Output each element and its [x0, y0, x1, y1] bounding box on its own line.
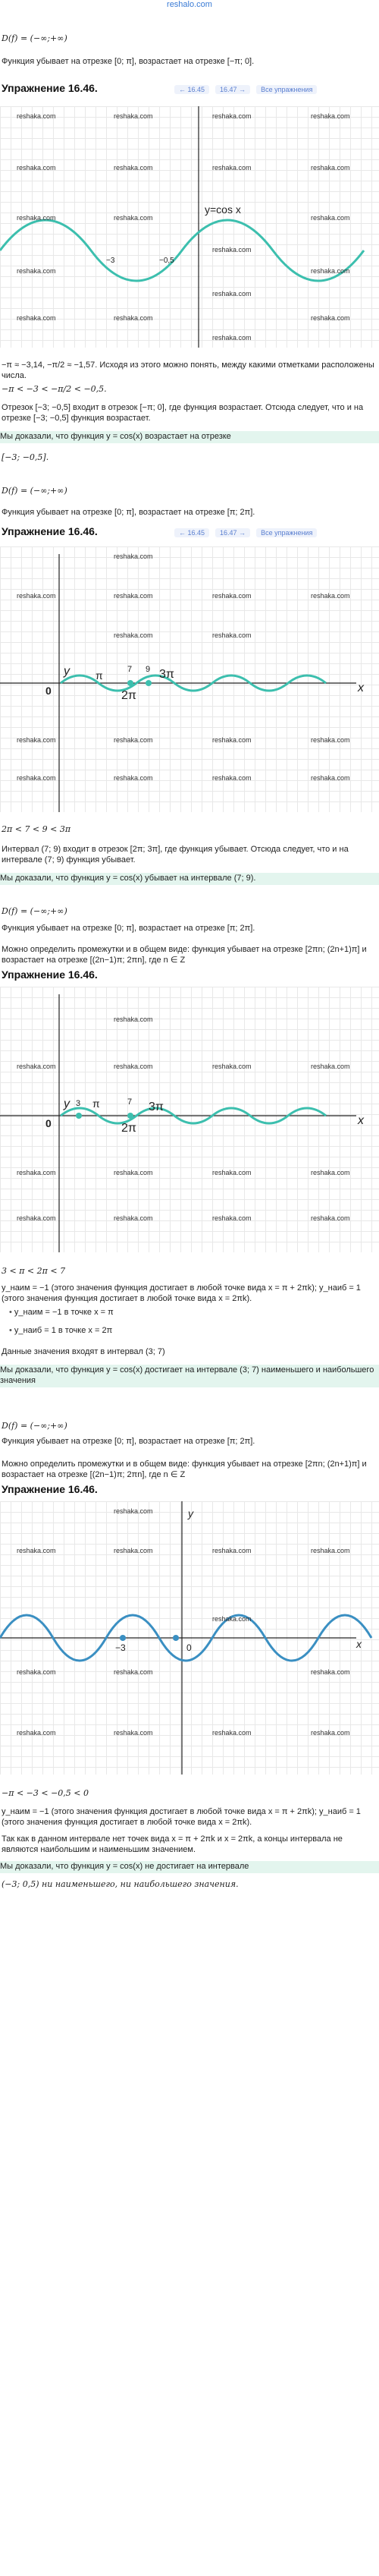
domain-text: D(f) = (−∞;+∞): [2, 906, 67, 916]
conclusion: Мы доказали, что функция y = cos(x) не достигает на интервале: [0, 1861, 379, 1873]
watermark: reshaka.com: [212, 1063, 252, 1070]
exercise-nav: [174, 85, 323, 97]
all-exercises-link[interactable]: Все упражнения: [256, 85, 317, 94]
monotonicity-text: Функция убывает на отрезке [0; π], возрастает на отрезке [−π; 0].: [2, 57, 255, 66]
tick-2pi: 2π: [121, 689, 136, 702]
all-exercises-link[interactable]: Все упражнения: [256, 528, 317, 537]
watermark: reshaka.com: [17, 112, 56, 120]
domain-text: D(f) = (−∞;+∞): [2, 486, 67, 496]
next-exercise-link[interactable]: 16.47 →: [215, 85, 250, 94]
watermark: reshaka.com: [212, 1729, 252, 1737]
watermark: reshaka.com: [114, 1729, 153, 1737]
approx-text: −π ≈ −3,14, −π/2 ≈ −1,57. Исходя из этого можно понять, между какими отметками расположены числа.: [2, 361, 374, 380]
watermark: reshaka.com: [114, 1016, 153, 1023]
watermark: reshaka.com: [114, 1668, 153, 1676]
inequality: −π < −3 < −0,5 < 0: [2, 1788, 89, 1798]
watermark: reshaka.com: [114, 774, 153, 782]
watermark: reshaka.com: [114, 214, 153, 222]
explanation: Так как в данном интервале нет точек вида x = π + 2πk и x = 2πk, а концы интервала не являются наибольшим и наименьшим значением.: [2, 1834, 343, 1854]
watermark: reshaka.com: [311, 592, 350, 600]
watermark: reshaka.com: [17, 1729, 56, 1737]
watermark: reshaka.com: [17, 1547, 56, 1554]
watermark: reshaka.com: [17, 1169, 56, 1176]
conclusion: Мы доказали, что функция y = cos(x) убывает на интервале (7; 9).: [0, 873, 379, 885]
graph-cos-4: [0, 1501, 379, 1775]
inequality: −π < −3 < −π/2 < −0,5.: [2, 384, 107, 394]
tick-pi: π: [92, 1097, 100, 1110]
tick-9: 9: [146, 665, 151, 674]
axis-x: x: [356, 1638, 362, 1650]
tick-neg3: −3: [106, 257, 115, 265]
watermark: reshaka.com: [311, 267, 350, 275]
tick-3pi: 3π: [149, 1101, 164, 1113]
graph-cos-3: [0, 987, 379, 1252]
watermark: reshaka.com: [311, 112, 350, 120]
watermark: reshaka.com: [17, 314, 56, 322]
watermark: reshaka.com: [114, 736, 153, 744]
monotonicity-text: Функция убывает на отрезке [0; π], возрастает на отрезке [π; 2π].: [2, 924, 255, 933]
watermark: reshaka.com: [212, 1547, 252, 1554]
watermark: reshaka.com: [212, 290, 252, 298]
general-intervals: Можно определить промежутки и в общем виде: функция убывает на отрезке [2πn; (2n+1)π] и возрастает на отрезке [(2n−1)π; 2πn], где n ∈ Z: [2, 1460, 367, 1479]
exercise-title: Упражнение 16.46.: [2, 525, 98, 537]
general-intervals: Можно определить промежутки и в общем виде: функция убывает на отрезке [2πn; (2n+1)π] и возрастает на отрезке [(2n−1)π; 2πn], где n ∈ Z: [2, 945, 367, 965]
origin: 0: [45, 685, 52, 697]
watermark: reshaka.com: [212, 246, 252, 254]
inequality: 3 < π < 2π < 7: [2, 1266, 66, 1276]
monotonicity-text: Функция убывает на отрезке [0; π], возрастает на отрезке [π; 2π].: [2, 1437, 255, 1446]
watermark: reshaka.com: [114, 1507, 153, 1515]
tick-pi: π: [96, 669, 103, 682]
origin: 0: [45, 1117, 52, 1129]
conclusion-interval: (−3; 0,5) ни наименьшего, ни наибольшего значения.: [2, 1879, 239, 1889]
inequality: 2π < 7 < 9 < 3π: [2, 824, 71, 834]
domain-text: D(f) = (−∞;+∞): [2, 33, 67, 43]
watermark: reshaka.com: [114, 631, 153, 639]
watermark: reshaka.com: [311, 1214, 350, 1222]
watermark: reshaka.com: [17, 1214, 56, 1222]
watermark: reshaka.com: [212, 112, 252, 120]
watermark: reshaka.com: [311, 736, 350, 744]
watermark: reshaka.com: [17, 214, 56, 222]
watermark: reshaka.com: [311, 1547, 350, 1554]
tick-neg3: −3: [115, 1642, 126, 1653]
watermark: reshaka.com: [17, 267, 56, 275]
bullet-max: • y_наиб = 1 в точке x = 2π: [9, 1325, 373, 1336]
watermark: reshaka.com: [311, 774, 350, 782]
watermark: reshaka.com: [212, 1615, 252, 1623]
watermark: reshaka.com: [212, 334, 252, 342]
watermark: reshaka.com: [212, 736, 252, 744]
conclusion: Мы доказали, что функция y = cos(x) достигает на интервале (3; 7) наименьшего и наибольшего значения: [0, 1365, 379, 1387]
range-text: Данные значения входят в интервал (3; 7): [2, 1347, 165, 1356]
tick-neg05: −0,5: [159, 257, 174, 265]
prev-exercise-link[interactable]: ← 16.45: [174, 85, 209, 94]
exercise-title: Упражнение 16.46.: [2, 82, 98, 94]
graph-cos-2: [0, 546, 379, 812]
watermark: reshaka.com: [311, 1063, 350, 1070]
tick-3: 3: [76, 1099, 81, 1108]
watermark: reshaka.com: [17, 1063, 56, 1070]
next-exercise-link[interactable]: 16.47 →: [215, 528, 250, 537]
explanation: Интервал (7; 9) входит в отрезок [2π; 3π], где функция убывает. Отсюда следует, что и на интервале (7; 9) функция убывает.: [2, 845, 349, 864]
graph-cos-1: [0, 106, 379, 348]
bullet-min: • y_наим = −1 в точке x = π: [9, 1307, 373, 1318]
exercise-nav: [174, 528, 323, 540]
graph-label: y=cos x: [205, 203, 241, 216]
watermark: reshaka.com: [311, 214, 350, 222]
watermark: reshaka.com: [311, 164, 350, 172]
watermark: reshaka.com: [17, 774, 56, 782]
site-header[interactable]: reshalo.com: [167, 0, 212, 9]
monotonicity-text: Функция убывает на отрезке [0; π], возрастает на отрезке [π; 2π].: [2, 508, 255, 517]
watermark: reshaka.com: [114, 1547, 153, 1554]
watermark: reshaka.com: [17, 736, 56, 744]
tick-7: 7: [127, 1097, 133, 1107]
axis-y: y: [64, 665, 70, 678]
exercise-title: Упражнение 16.46.: [2, 1483, 98, 1495]
watermark: reshaka.com: [212, 631, 252, 639]
watermark: reshaka.com: [311, 1668, 350, 1676]
watermark: reshaka.com: [311, 314, 350, 322]
tick-3pi: 3π: [159, 668, 174, 681]
watermark: reshaka.com: [212, 774, 252, 782]
watermark: reshaka.com: [212, 592, 252, 600]
watermark: reshaka.com: [114, 112, 153, 120]
watermark: reshaka.com: [17, 592, 56, 600]
axis-y: y: [188, 1507, 193, 1519]
watermark: reshaka.com: [114, 164, 153, 172]
watermark: reshaka.com: [311, 1729, 350, 1737]
watermark: reshaka.com: [114, 1169, 153, 1176]
watermark: reshaka.com: [212, 1169, 252, 1176]
watermark: reshaka.com: [212, 164, 252, 172]
conclusion-interval: [−3; −0,5].: [2, 452, 49, 462]
min-max-text: y_наим = −1 (этого значения функция достигает в любой точке вида x = π + 2πk); y_наиб = 1 (этого значения функция достигает в любой точке вида x = 2πk).: [2, 1807, 361, 1827]
origin: 0: [186, 1642, 192, 1653]
watermark: reshaka.com: [17, 164, 56, 172]
tick-2pi: 2π: [121, 1122, 136, 1135]
prev-exercise-link[interactable]: ← 16.45: [174, 528, 209, 537]
watermark: reshaka.com: [311, 1169, 350, 1176]
watermark: reshaka.com: [114, 1063, 153, 1070]
watermark: reshaka.com: [212, 1214, 252, 1222]
min-max-text: y_наим = −1 (этого значения функция достигает в любой точке вида x = π + 2πk); y_наиб = 1 (этого значения функция достигает в любой точке вида x = 2πk).: [2, 1283, 361, 1303]
tick-7: 7: [127, 665, 133, 674]
axis-y: y: [64, 1097, 70, 1110]
domain-text: D(f) = (−∞;+∞): [2, 1421, 67, 1431]
axis-x: x: [358, 1114, 364, 1127]
explanation: Отрезок [−3; −0,5] входит в отрезок [−π; 0], где функция возрастает. Отсюда следует, что и на отрезке [−3; −0,5] функция возрастает.: [2, 403, 364, 423]
conclusion: Мы доказали, что функция y = cos(x) возрастает на отрезке: [0, 431, 379, 443]
watermark: reshaka.com: [114, 553, 153, 560]
watermark: reshaka.com: [114, 314, 153, 322]
watermark: reshaka.com: [114, 1214, 153, 1222]
watermark: reshaka.com: [17, 1668, 56, 1676]
exercise-title: Упражнение 16.46.: [2, 968, 98, 981]
axis-x: x: [358, 682, 364, 694]
watermark: reshaka.com: [114, 592, 153, 600]
